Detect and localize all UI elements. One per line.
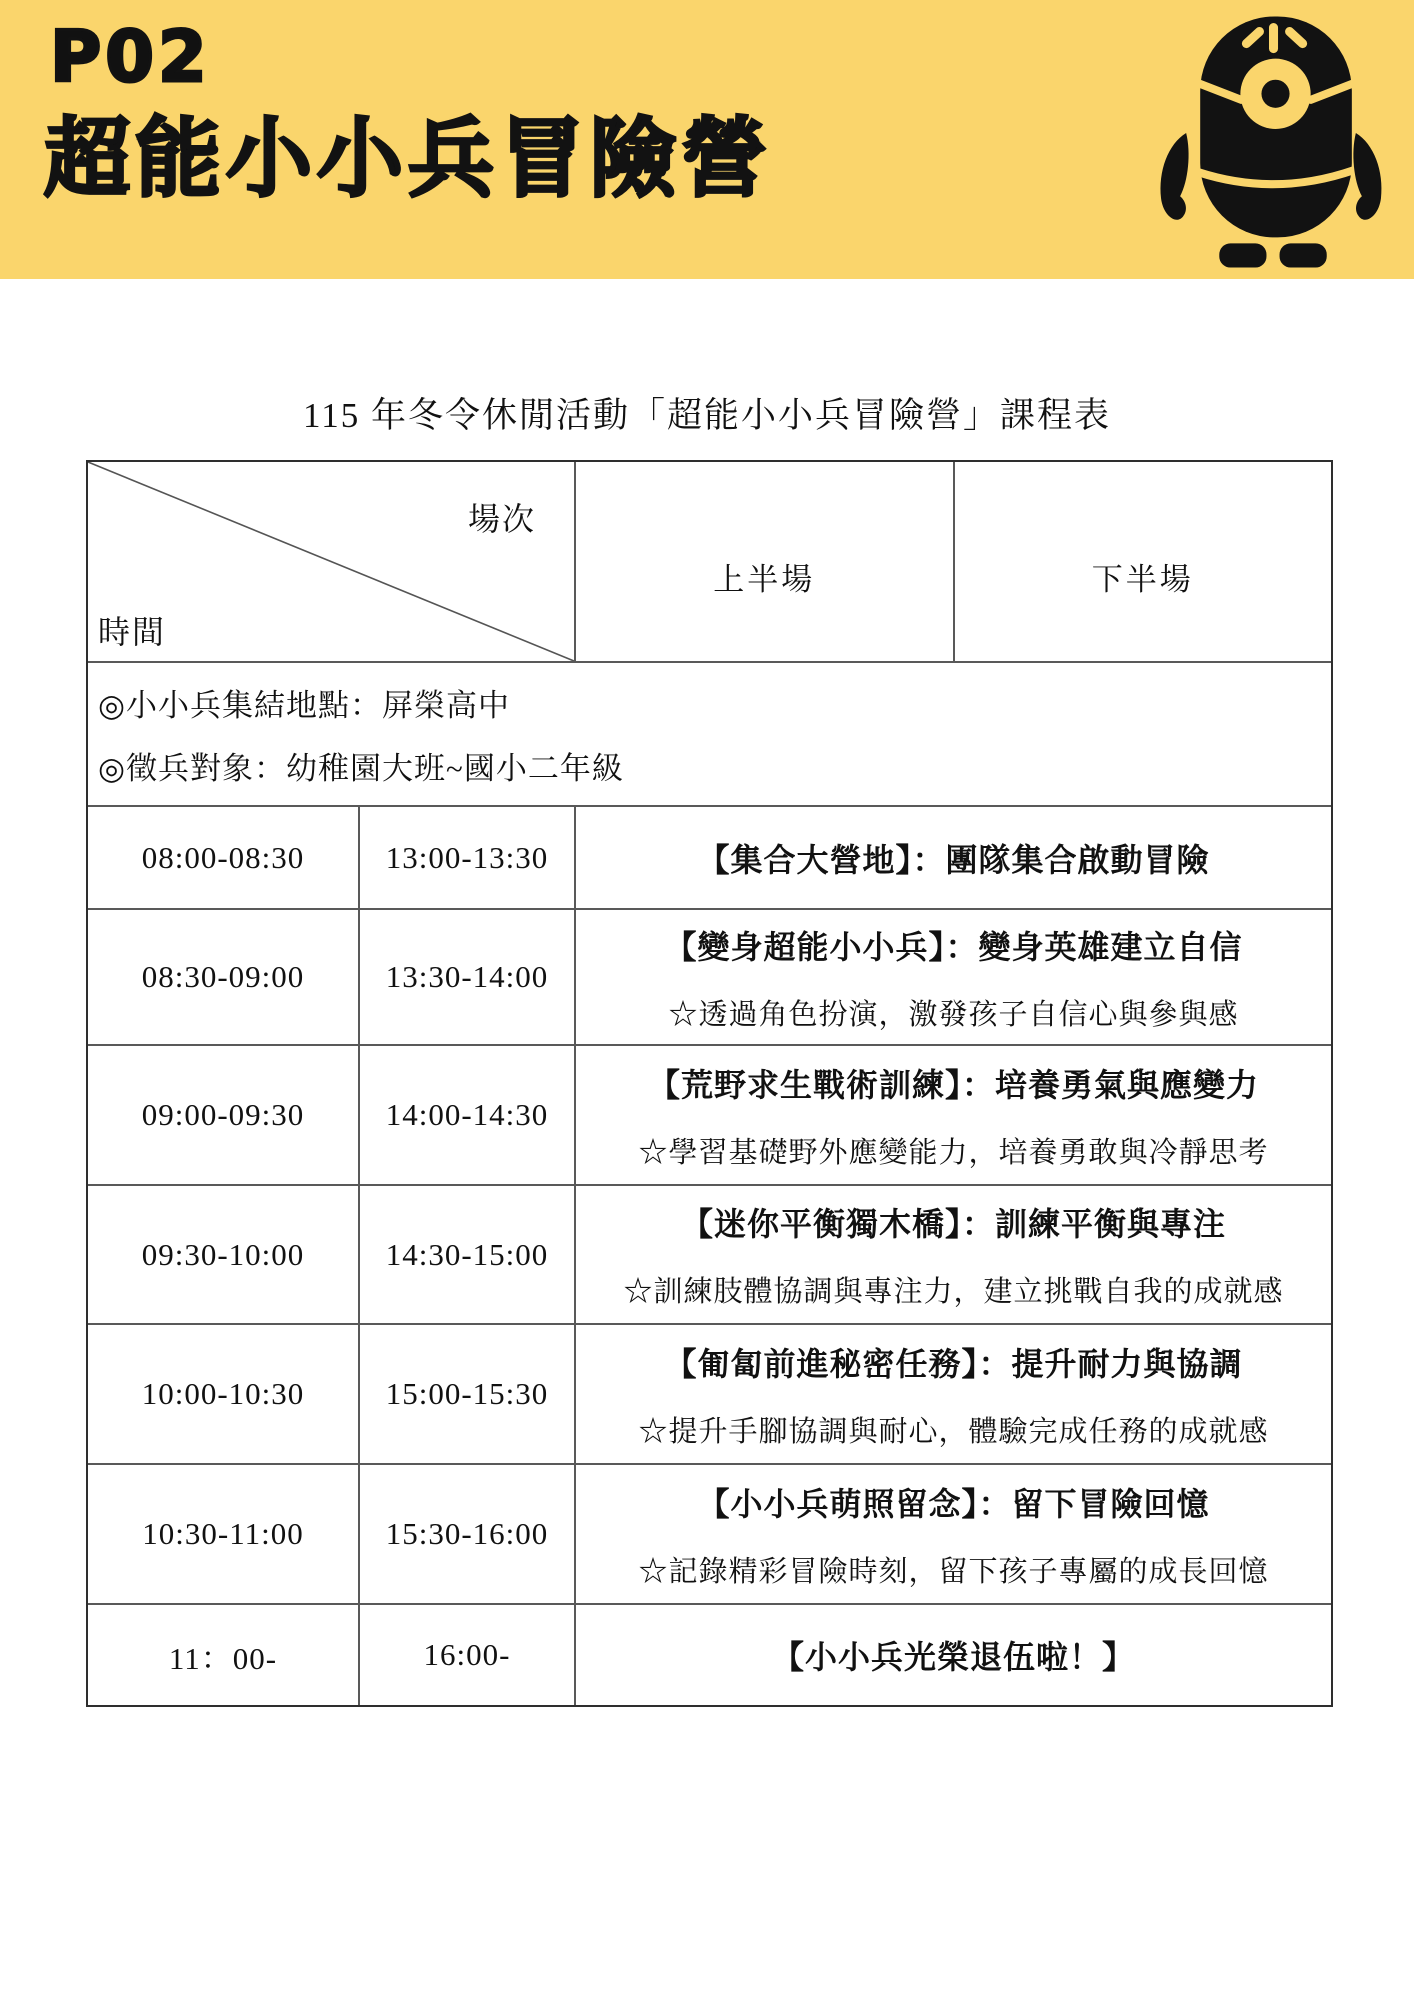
activity-desc: ☆透過角色扮演，激發孩子自信心與參與感	[668, 998, 1239, 1031]
activity-title: 【荒野求生戰術訓練】：培養勇氣與應變力	[647, 1066, 1259, 1103]
activity-cell	[574, 807, 1331, 908]
time-cell-morning: 09:30-10:00	[141, 1236, 305, 1272]
activity-title: 【匍匐前進秘密任務】：提升耐力與協調	[664, 1345, 1243, 1382]
table-row	[88, 1044, 1331, 1184]
activity-desc: ☆訓練肢體協調與專注力，建立挑戰自我的成就感	[623, 1276, 1284, 1308]
table-row	[88, 1463, 1331, 1603]
activity-title: 【迷你平衡獨木橋】：訓練平衡與專注	[680, 1206, 1226, 1242]
time-cell-morning: 10:00-10:30	[141, 1376, 305, 1411]
activity-title: 【小小兵萌照留念】：留下冒險回憶	[697, 1485, 1210, 1522]
activity-cell	[574, 1465, 1331, 1603]
activity-cell	[574, 1186, 1331, 1323]
table-row	[88, 908, 1331, 1044]
time-cell-afternoon: 15:30-16:00	[358, 1465, 574, 1603]
table-row	[88, 1603, 1331, 1705]
header-second-half: 下半場	[953, 462, 1332, 661]
corner-time-label: 時間	[98, 614, 167, 650]
activity-cell	[574, 910, 1331, 1044]
table-title: 115 年冬令休閒活動「超能小小兵冒險營」課程表	[303, 396, 1111, 435]
activity-desc: ☆記錄精彩冒險時刻，留下孩子專屬的成長回憶	[638, 1555, 1269, 1588]
time-cell-afternoon: 15:00-15:30	[358, 1325, 574, 1463]
activity-cell	[574, 1605, 1331, 1705]
page-label: P02	[50, 16, 211, 98]
time-cell-afternoon: 13:30-14:00	[358, 910, 574, 1044]
activity-title: 【變身超能小小兵】：變身英雄建立自信	[664, 928, 1243, 965]
camp-title: 超能小小兵冒險營	[44, 109, 772, 209]
note-line-target: ◎徵兵對象：幼稚園大班~國小二年級	[98, 750, 624, 786]
time-cell-afternoon: 14:30-15:00	[358, 1186, 574, 1323]
time-cell-afternoon: 16:00-	[358, 1605, 574, 1705]
time-cell-morning: 08:00-08:30	[141, 839, 305, 875]
activity-cell	[574, 1046, 1331, 1184]
time-cell-afternoon: 13:00-13:30	[358, 807, 574, 908]
table-row	[88, 1184, 1331, 1323]
schedule-table	[86, 460, 1333, 1707]
activity-title: 【小小兵光榮退伍啦！】	[771, 1639, 1135, 1675]
time-cell-afternoon: 14:00-14:30	[358, 1046, 574, 1184]
table-row	[88, 805, 1331, 908]
minion-icon	[1153, 12, 1389, 272]
notes-row	[88, 661, 1331, 805]
table-row	[88, 1323, 1331, 1463]
corner-session-label: 場次	[467, 501, 536, 537]
time-cell-morning: 10:30-11:00	[142, 1516, 304, 1551]
header-band	[0, 0, 1414, 279]
activity-title: 【集合大營地】：團隊集合啟動冒險	[697, 841, 1210, 878]
notes-cell	[88, 663, 1331, 805]
activity-cell	[574, 1325, 1331, 1463]
activity-desc: ☆學習基礎野外應變能力，培養勇敢與冷靜思考	[638, 1136, 1269, 1169]
table-header-row	[88, 462, 1331, 661]
note-line-location: ◎小小兵集結地點：屏榮高中	[98, 688, 511, 724]
header-first-half: 上半場	[574, 462, 953, 661]
time-cell-morning: 11：00-	[168, 1640, 278, 1676]
activity-desc: ☆提升手腳協調與耐心，體驗完成任務的成就感	[638, 1415, 1269, 1448]
corner-cell	[88, 462, 574, 661]
time-cell-morning: 09:00-09:30	[141, 1097, 305, 1132]
time-cell-morning: 08:30-09:00	[141, 959, 305, 994]
